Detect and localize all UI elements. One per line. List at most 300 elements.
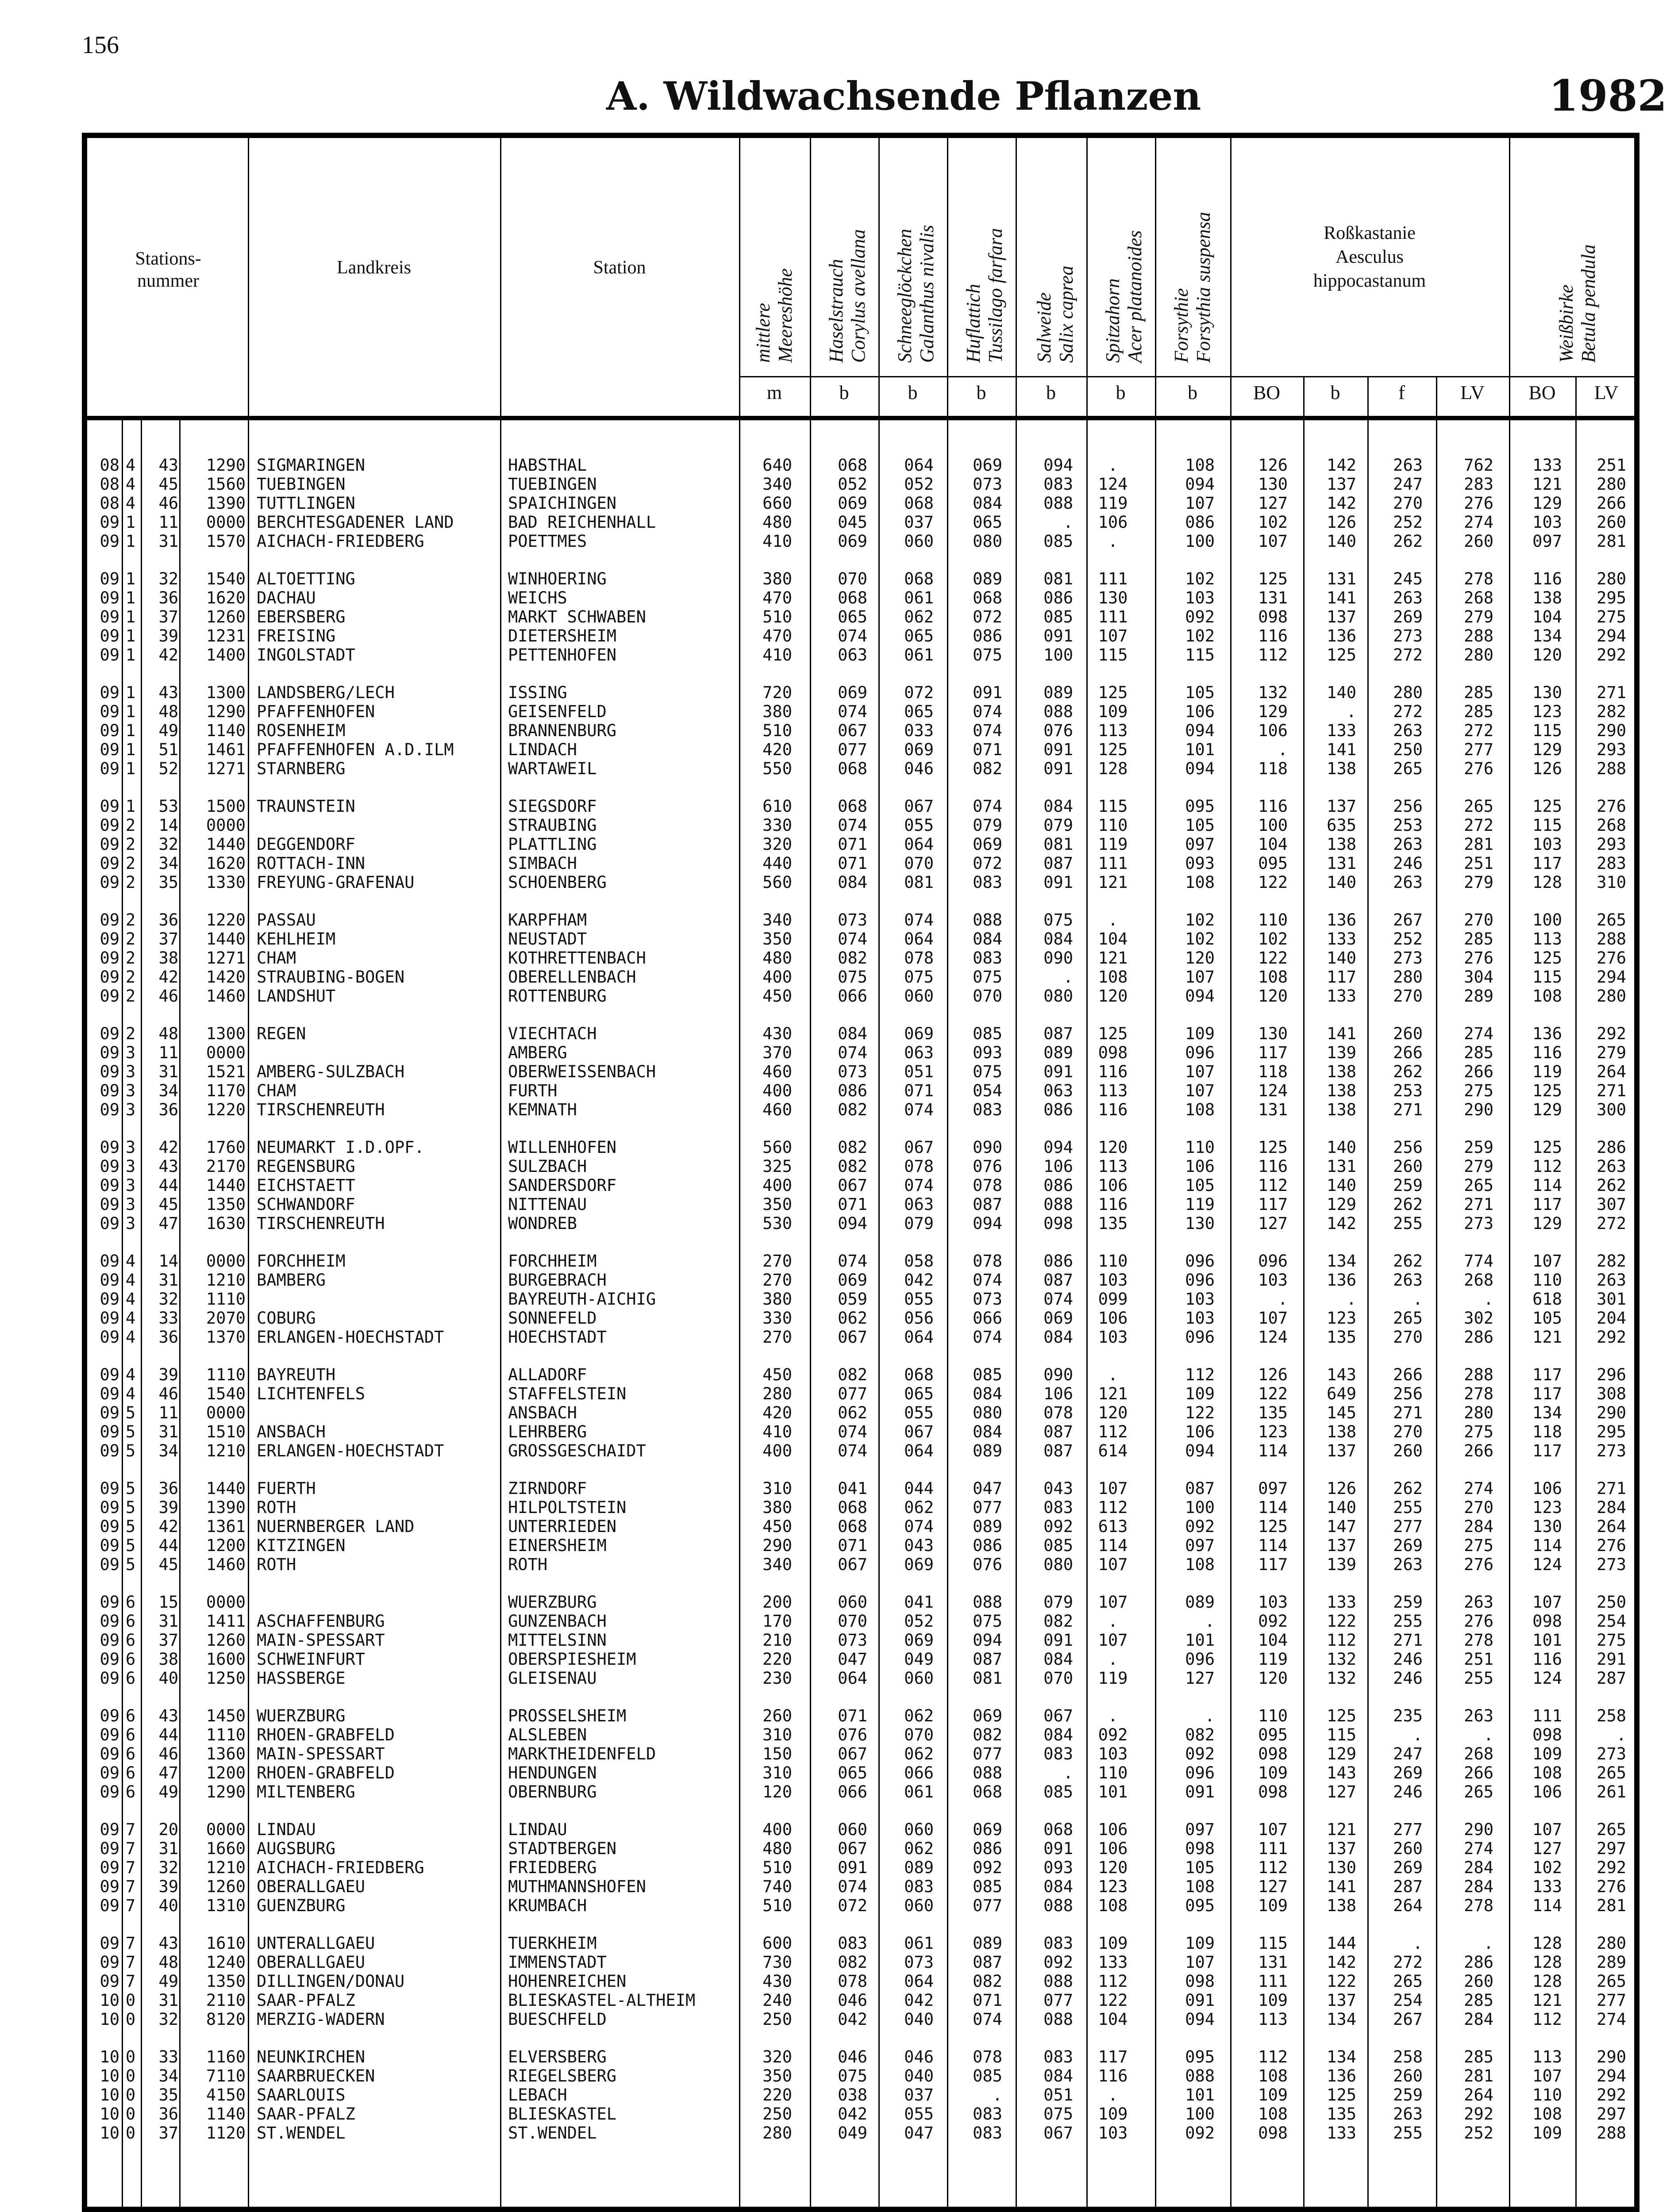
table-cell: SULZBACH — [508, 1157, 587, 1176]
table-cell: 1 — [125, 683, 136, 702]
table-cell: GLEISENAU — [508, 1669, 597, 1688]
table-cell: 635 — [1327, 816, 1356, 835]
table-cell: 070 — [904, 1725, 934, 1744]
table-cell: SIEGSDORF — [508, 797, 597, 816]
table-cell: 138 — [1327, 1081, 1356, 1100]
table-cell: 060 — [838, 1820, 867, 1839]
table-cell: 128 — [1532, 873, 1562, 892]
table-cell: 110 — [1258, 1706, 1288, 1725]
table-row — [0, 1081, 1678, 1100]
table-cell: PLATTLING — [508, 835, 597, 854]
table-cell: 082 — [973, 1725, 1002, 1744]
table-cell: 2 — [125, 835, 136, 854]
table-cell: 42 — [158, 1517, 178, 1536]
table-cell: 105 — [1185, 683, 1215, 702]
table-cell: 510 — [762, 607, 792, 626]
table-cell: 058 — [904, 1252, 934, 1271]
table-cell: 0000 — [206, 1403, 246, 1422]
table-cell: SAAR-PFALZ — [257, 1991, 355, 2010]
table-cell: 2 — [125, 910, 136, 929]
table-cell: 100 — [1185, 2104, 1215, 2124]
table-cell: 510 — [762, 721, 792, 740]
table-cell: 660 — [762, 494, 792, 513]
table-cell: 070 — [1043, 1669, 1073, 1688]
table-cell: 273 — [1597, 1555, 1626, 1574]
table-cell: 285 — [1464, 1991, 1493, 2010]
table-cell: 107 — [1258, 1309, 1288, 1328]
table-cell: FRIEDBERG — [508, 1858, 597, 1877]
table-cell: 133 — [1327, 987, 1356, 1006]
table-cell: 094 — [1185, 759, 1215, 778]
table-cell: 075 — [973, 1612, 1002, 1631]
table-cell: 10 — [100, 1991, 119, 2010]
table-cell: 084 — [973, 1422, 1002, 1441]
table-cell: 069 — [904, 1024, 934, 1043]
table-cell: 48 — [158, 702, 178, 721]
table-cell: INGOLSTADT — [257, 645, 355, 664]
table-cell: 113 — [1532, 2047, 1562, 2066]
table-cell: . — [1412, 1290, 1423, 1309]
table-cell: 276 — [1464, 494, 1493, 513]
table-cell: 041 — [904, 1593, 934, 1612]
table-cell: 062 — [904, 1839, 934, 1858]
table-cell: 280 — [1464, 645, 1493, 664]
table-cell: WEICHS — [508, 588, 567, 607]
table-cell: 075 — [838, 2066, 867, 2085]
table-cell: 088 — [1043, 1972, 1073, 1991]
table-cell: 043 — [904, 1536, 934, 1555]
table-row — [0, 1631, 1678, 1649]
table-cell: 130 — [1258, 1024, 1288, 1043]
table-cell: 091 — [1043, 1631, 1073, 1650]
table-cell: 067 — [904, 797, 934, 816]
table-row — [0, 475, 1678, 493]
table-cell: GROSSGESCHAIDT — [508, 1441, 646, 1460]
table-cell: 082 — [838, 1138, 867, 1157]
table-cell: 1300 — [206, 1024, 246, 1043]
table-cell: 280 — [1597, 987, 1626, 1006]
table-cell: 31 — [158, 1991, 178, 2010]
table-cell: 088 — [1043, 1195, 1073, 1214]
table-cell: 295 — [1597, 1422, 1626, 1441]
table-cell: 288 — [1464, 626, 1493, 645]
table-cell: 1110 — [206, 1290, 246, 1309]
table-cell: REGENSBURG — [257, 1157, 355, 1176]
table-cell: 060 — [904, 1820, 934, 1839]
table-cell: 34 — [158, 1081, 178, 1100]
table-cell: 10 — [100, 2010, 119, 2029]
table-cell: 280 — [1597, 569, 1626, 588]
table-cell: 046 — [838, 1991, 867, 2010]
table-row — [0, 1820, 1678, 1839]
table-cell: 062 — [904, 607, 934, 626]
table-cell: 1290 — [206, 1782, 246, 1801]
table-cell: 116 — [1258, 626, 1288, 645]
table-cell: 114 — [1258, 1441, 1288, 1460]
table-cell: 060 — [904, 532, 934, 551]
table-cell: 272 — [1393, 645, 1423, 664]
table-cell: 077 — [838, 1384, 867, 1403]
table-cell: KEMNATH — [508, 1100, 577, 1119]
table-cell: . — [1346, 1290, 1356, 1309]
table-cell: 132 — [1327, 1669, 1356, 1688]
table-cell: MAIN-SPESSART — [257, 1744, 385, 1763]
table-cell: . — [1063, 1763, 1073, 1782]
table-cell: 060 — [838, 1593, 867, 1612]
table-cell: 120 — [1098, 987, 1128, 1006]
table-cell: 068 — [973, 588, 1002, 607]
table-row — [0, 721, 1678, 740]
table-cell: OBERNBURG — [508, 1782, 597, 1801]
table-cell: 096 — [1185, 1763, 1215, 1782]
table-cell: 141 — [1327, 588, 1356, 607]
table-cell: 067 — [838, 1839, 867, 1858]
table-cell: 093 — [1185, 854, 1215, 873]
table-cell: 37 — [158, 607, 178, 626]
table-cell: 52 — [158, 759, 178, 778]
table-cell: 2170 — [206, 1157, 246, 1176]
table-cell: 263 — [1393, 1271, 1423, 1290]
table-cell: OBERALLGAEU — [257, 1877, 366, 1896]
table-row — [0, 1422, 1678, 1441]
table-cell: 104 — [1258, 835, 1288, 854]
table-cell: 6 — [125, 1593, 136, 1612]
table-cell: 075 — [973, 1062, 1002, 1081]
table-cell: 127 — [1185, 1669, 1215, 1688]
table-cell: MUTHMANNSHOFEN — [508, 1877, 646, 1896]
table-cell: 100 — [1043, 645, 1073, 664]
table-cell: 074 — [838, 626, 867, 645]
table-cell: ROTH — [257, 1498, 296, 1517]
table-cell: 280 — [1393, 683, 1423, 702]
table-cell: . — [1205, 1706, 1215, 1725]
table-cell: 1 — [125, 645, 136, 664]
table-cell: 137 — [1327, 1441, 1356, 1460]
table-cell: 068 — [838, 759, 867, 778]
table-row — [0, 588, 1678, 607]
table-cell: 067 — [1043, 1706, 1073, 1725]
table-row — [0, 1403, 1678, 1422]
table-cell: 113 — [1098, 1157, 1128, 1176]
table-cell: 272 — [1464, 816, 1493, 835]
table-cell: 072 — [973, 607, 1002, 626]
table-cell: 286 — [1464, 1328, 1493, 1347]
table-row — [0, 1763, 1678, 1782]
table-cell: 282 — [1597, 1252, 1626, 1271]
table-cell: 127 — [1532, 1839, 1562, 1858]
table-cell: 109 — [1098, 702, 1128, 721]
table-cell: 1420 — [206, 968, 246, 987]
table-cell: ANSBACH — [508, 1403, 577, 1422]
table-cell: 1390 — [206, 494, 246, 513]
table-cell: 302 — [1464, 1309, 1493, 1328]
table-cell: 107 — [1185, 1081, 1215, 1100]
table-cell: 063 — [1043, 1081, 1073, 1100]
table-cell: 137 — [1327, 1991, 1356, 2010]
table-cell: 38 — [158, 949, 178, 968]
table-cell: 091 — [1043, 1062, 1073, 1081]
table-cell: 262 — [1393, 1252, 1423, 1271]
table-cell: 09 — [100, 1195, 119, 1214]
table-cell: 110 — [1098, 1252, 1128, 1271]
table-cell: 3 — [125, 1043, 136, 1062]
table-cell: 138 — [1532, 588, 1562, 607]
table-cell: 260 — [1464, 532, 1493, 551]
header-birke-2: Betula pendula — [1578, 244, 1599, 363]
table-cell: 285 — [1464, 2047, 1493, 2066]
table-cell: STADTBERGEN — [508, 1839, 617, 1858]
table-cell: 43 — [158, 1706, 178, 1725]
table-cell: 114 — [1532, 1896, 1562, 1915]
table-cell: . — [1346, 702, 1356, 721]
table-cell: KITZINGEN — [257, 1536, 346, 1555]
table-cell: 137 — [1327, 1536, 1356, 1555]
table-cell: 092 — [973, 1858, 1002, 1877]
table-cell: 09 — [100, 1214, 119, 1233]
table-cell: 09 — [100, 1839, 119, 1858]
table-cell: 106 — [1532, 1479, 1562, 1498]
table-cell: 271 — [1597, 1081, 1626, 1100]
table-cell: 060 — [904, 1669, 934, 1688]
table-cell: 074 — [1043, 1290, 1073, 1309]
table-cell: 4 — [125, 1309, 136, 1328]
table-cell: 037 — [904, 513, 934, 532]
table-cell: RHOEN-GRABFELD — [257, 1763, 395, 1782]
table-cell: 09 — [100, 929, 119, 949]
table-cell: 09 — [100, 1157, 119, 1176]
table-cell: 274 — [1464, 1839, 1493, 1858]
table-cell: BLIESKASTEL — [508, 2104, 617, 2124]
table-cell: 150 — [762, 1744, 792, 1763]
table-cell: 124 — [1532, 1555, 1562, 1574]
table-cell: 5 — [125, 1517, 136, 1536]
table-cell: 261 — [1597, 1782, 1626, 1801]
table-cell: 119 — [1532, 1062, 1562, 1081]
table-row — [0, 1195, 1678, 1214]
table-cell: 122 — [1258, 949, 1288, 968]
table-cell: 102 — [1185, 569, 1215, 588]
table-cell: 086 — [1043, 1100, 1073, 1119]
table-cell: 1210 — [206, 1271, 246, 1290]
table-cell: 294 — [1597, 2066, 1626, 2085]
table-cell: 259 — [1393, 2085, 1423, 2104]
table-cell: 285 — [1464, 1043, 1493, 1062]
table-cell: 09 — [100, 759, 119, 778]
table-cell: 09 — [100, 1384, 119, 1403]
table-cell: 108 — [1185, 873, 1215, 892]
header-fors-1: Forsythie — [1170, 288, 1192, 363]
table-cell: 480 — [762, 949, 792, 968]
table-cell: 091 — [1043, 740, 1073, 759]
table-cell: 077 — [973, 1896, 1002, 1915]
table-cell: 101 — [1185, 1631, 1215, 1650]
header-huf-2: Tussilago farfara — [985, 228, 1006, 363]
table-cell: 560 — [762, 873, 792, 892]
table-cell: 107 — [1098, 1631, 1128, 1650]
table-cell: . — [1108, 2085, 1118, 2104]
table-cell: 2070 — [206, 1309, 246, 1328]
table-cell: 1 — [125, 569, 136, 588]
header-schnee-1: Schneeglöckchen — [894, 229, 916, 363]
table-cell: 106 — [1098, 1839, 1128, 1858]
table-cell: 116 — [1532, 1650, 1562, 1669]
table-cell: 105 — [1185, 816, 1215, 835]
table-cell: AMBERG — [508, 1043, 567, 1062]
table-cell: 43 — [158, 1934, 178, 1953]
table-row — [0, 1290, 1678, 1308]
table-cell: 1310 — [206, 1896, 246, 1915]
table-cell: 2110 — [206, 1991, 246, 2010]
unit-cell: b — [1330, 382, 1340, 403]
table-cell: 350 — [762, 1195, 792, 1214]
table-cell: 292 — [1597, 1858, 1626, 1877]
table-cell: 281 — [1464, 2066, 1493, 2085]
table-cell: 098 — [1258, 1782, 1288, 1801]
table-cell: 069 — [838, 1271, 867, 1290]
table-cell: 263 — [1597, 1157, 1626, 1176]
table-cell: 48 — [158, 1024, 178, 1043]
table-cell: 125 — [1532, 797, 1562, 816]
table-cell: 070 — [973, 987, 1002, 1006]
table-cell: 1460 — [206, 1555, 246, 1574]
table-cell: 289 — [1597, 1953, 1626, 1972]
table-cell: 276 — [1464, 759, 1493, 778]
table-cell: 101 — [1185, 740, 1215, 759]
table-cell: 266 — [1464, 1062, 1493, 1081]
table-cell: 1 — [125, 607, 136, 626]
table-cell: 265 — [1393, 759, 1423, 778]
table-cell: 110 — [1098, 816, 1128, 835]
table-cell: 137 — [1327, 797, 1356, 816]
table-cell: 1290 — [206, 702, 246, 721]
table-cell: 270 — [762, 1252, 792, 1271]
table-cell: 255 — [1393, 1214, 1423, 1233]
table-cell: EBERSBERG — [257, 607, 346, 626]
table-cell: 052 — [904, 1612, 934, 1631]
table-cell: 286 — [1464, 1953, 1493, 1972]
table-cell: 066 — [904, 1763, 934, 1782]
table-cell: ALLADORF — [508, 1365, 587, 1384]
table-cell: LINDACH — [508, 740, 577, 759]
table-cell: 077 — [838, 740, 867, 759]
table-cell: 39 — [158, 1498, 178, 1517]
table-cell: 125 — [1327, 2085, 1356, 2104]
table-cell: SCHOENBERG — [508, 873, 607, 892]
table-cell: 09 — [100, 1555, 119, 1574]
table-row — [0, 1384, 1678, 1403]
table-cell: 340 — [762, 475, 792, 494]
table-cell: . — [1063, 513, 1073, 532]
table-cell: 350 — [762, 2066, 792, 2085]
table-cell: 074 — [838, 1422, 867, 1441]
unit-cell: b — [1188, 382, 1197, 403]
table-cell: 112 — [1098, 1972, 1128, 1991]
header-sal-2: Salix caprea — [1055, 265, 1077, 363]
table-cell: BERCHTESGADENER LAND — [257, 513, 454, 532]
table-cell: 253 — [1393, 1081, 1423, 1100]
table-cell: 139 — [1327, 1043, 1356, 1062]
table-cell: 7 — [125, 1877, 136, 1896]
table-cell: 283 — [1464, 475, 1493, 494]
table-cell: 32 — [158, 835, 178, 854]
table-cell: 09 — [100, 1441, 119, 1460]
table-cell: 132 — [1327, 1650, 1356, 1669]
table-cell: 131 — [1258, 1100, 1288, 1119]
table-cell: LEBACH — [508, 2085, 567, 2104]
table-cell: 055 — [904, 2104, 934, 2124]
table-cell: 071 — [838, 854, 867, 873]
table-cell: 40 — [158, 1896, 178, 1915]
table-cell: 279 — [1597, 1043, 1626, 1062]
table-cell: 080 — [973, 532, 1002, 551]
table-cell: 098 — [1185, 1839, 1215, 1858]
table-cell: 263 — [1393, 588, 1423, 607]
table-cell: 43 — [158, 1157, 178, 1176]
table-cell: AUGSBURG — [257, 1839, 336, 1858]
table-cell: 082 — [838, 949, 867, 968]
table-cell: 124 — [1258, 1328, 1288, 1347]
table-cell: 288 — [1597, 759, 1626, 778]
header-hasel-2: Corylus avellana — [847, 229, 869, 363]
table-cell: 121 — [1098, 1384, 1128, 1403]
table-cell: 42 — [158, 645, 178, 664]
table-cell: 069 — [1043, 1309, 1073, 1328]
table-cell: LEHRBERG — [508, 1422, 587, 1441]
table-cell: 103 — [1185, 1309, 1215, 1328]
table-cell: 289 — [1464, 987, 1493, 1006]
table-cell: 075 — [838, 968, 867, 987]
table-cell: 071 — [838, 1536, 867, 1555]
table-cell: 108 — [1532, 2104, 1562, 2124]
table-cell: 1 — [125, 626, 136, 645]
table-cell: 292 — [1597, 1328, 1626, 1347]
table-cell: 097 — [1532, 532, 1562, 551]
table-cell: 135 — [1327, 2104, 1356, 2124]
table-cell: 110 — [1532, 2085, 1562, 2104]
table-cell: 074 — [838, 1877, 867, 1896]
table-cell: 076 — [973, 1157, 1002, 1176]
table-cell: DACHAU — [257, 588, 316, 607]
table-cell: 284 — [1464, 2010, 1493, 2029]
table-cell: 107 — [1098, 1555, 1128, 1574]
table-cell: 200 — [762, 1593, 792, 1612]
table-cell: . — [1483, 1934, 1493, 1953]
table-cell: WINHOERING — [508, 569, 607, 588]
table-cell: SANDERSDORF — [508, 1176, 617, 1195]
table-cell: BAMBERG — [257, 1271, 326, 1290]
table-row — [0, 1498, 1678, 1517]
table-cell: 39 — [158, 1877, 178, 1896]
table-cell: 142 — [1327, 456, 1356, 475]
table-cell: 273 — [1597, 1744, 1626, 1763]
table-cell: 1250 — [206, 1669, 246, 1688]
table-cell: 042 — [904, 1991, 934, 2010]
table-cell: 130 — [1532, 1517, 1562, 1536]
table-cell: 09 — [100, 1024, 119, 1043]
table-cell: 1370 — [206, 1328, 246, 1347]
table-cell: 119 — [1258, 1650, 1288, 1669]
table-cell: 131 — [1327, 1157, 1356, 1176]
table-cell: 09 — [100, 1782, 119, 1801]
table-cell: 074 — [973, 1328, 1002, 1347]
table-cell: 127 — [1258, 1877, 1288, 1896]
table-cell: 270 — [1393, 1422, 1423, 1441]
table-cell: 4 — [125, 456, 136, 475]
table-cell: WUERZBURG — [508, 1593, 597, 1612]
table-cell: 3 — [125, 1100, 136, 1119]
table-cell: 282 — [1597, 702, 1626, 721]
table-cell: 104 — [1098, 2010, 1128, 2029]
